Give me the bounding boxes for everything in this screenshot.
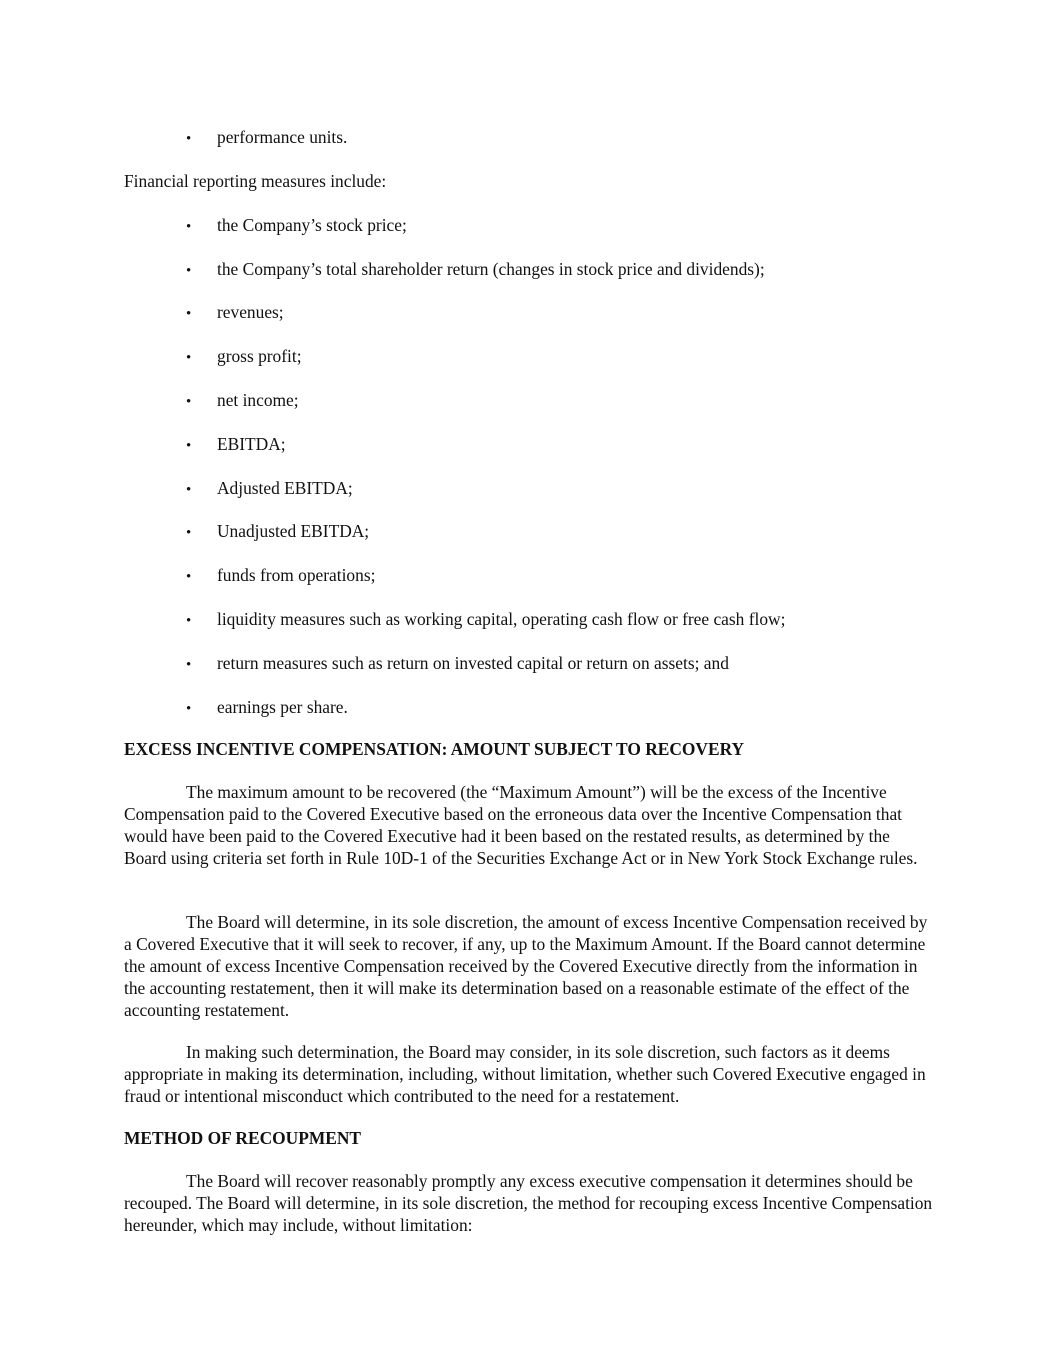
list-item-text: earnings per share. [217,697,348,717]
bullet-icon: • [186,613,192,629]
list-item [186,432,286,456]
list-item [186,476,353,500]
section-heading-excess: EXCESS INCENTIVE COMPENSATION: AMOUNT SUBJECT TO RECOVERY [124,739,745,759]
bullet-icon: • [186,438,192,454]
list-item [186,607,785,631]
list-item-text: return measures such as return on invested capital or return on assets; and [217,653,729,673]
paragraph-board-determination: The Board will determine, in its sole discretion, the amount of excess Incentive Compensation received by a Covered Executive that it will seek to recover, if any, up to the Maximum Amount. If the Board cannot determine the amount of excess Incentive Compensation received by the Covered Executive directly from the information in the accounting restatement, then it will make its determination based on a reasonable estimate of the effect of the accounting restatement. [124,912,928,1020]
list-item [186,388,299,412]
paragraph-factors: In making such determination, the Board may consider, in its sole discretion, such factors as it deems appropriate in making its determination, including, without limitation, whether such Covered Executive engaged in fraud or intentional misconduct which contributed to the need for a restatement. [124,1042,926,1106]
bullet-icon: • [186,701,192,717]
bullet-icon: • [186,306,192,322]
list-item-text: gross profit; [217,346,302,366]
list-item [186,563,375,587]
list-item-text: liquidity measures such as working capital, operating cash flow or free cash flow; [217,609,786,629]
list-item-text: the Company’s stock price; [217,215,407,235]
list-item-text: revenues; [217,302,284,322]
bullet-icon: • [186,482,192,498]
bullet-icon: • [186,525,192,541]
list-item [186,519,369,543]
bullet-icon: • [186,219,192,235]
list-item [186,344,302,368]
bullet-icon: • [186,569,192,585]
list-item [186,257,765,281]
list-item [186,695,348,719]
list-item [186,300,284,324]
list-item [186,651,729,675]
list-item-text: Adjusted EBITDA; [217,478,353,498]
bullet-icon: • [186,657,192,673]
list-item-text: funds from operations; [217,565,376,585]
section-heading-method: METHOD OF RECOUPMENT [124,1128,362,1148]
list-item-text: net income; [217,390,299,410]
list-item-text: the Company’s total shareholder return (changes in stock price and dividends); [217,259,765,279]
paragraph-recoupment: The Board will recover reasonably promptly any excess executive compensation it determines should be recouped. The Board will determine, in its sole discretion, the method for recouping excess Incentive Compensation hereunder, which may include, without limitation: [124,1171,933,1235]
list-item-text: Unadjusted EBITDA; [217,521,370,541]
paragraph-maximum-amount: The maximum amount to be recovered (the “Maximum Amount”) will be the excess of the Incentive Compensation paid to the Covered Executive based on the erroneous data over the Incentive Compensation that would have been paid to the Covered Executive had it been based on the restated results, as determined by the Board using criteria set forth in Rule 10D-1 of the Securities Exchange Act or in New York Stock Exchange rules. [124,782,918,868]
bullet-icon: • [186,350,192,366]
bullet-icon: • [186,394,192,410]
list-item [186,213,407,237]
bullet-icon: • [186,263,192,279]
list-item [186,125,347,149]
bullet-icon: • [186,131,192,147]
measures-intro: Financial reporting measures include: [124,171,387,191]
list-item-text: EBITDA; [217,434,286,454]
list-item-text: performance units. [217,127,348,147]
